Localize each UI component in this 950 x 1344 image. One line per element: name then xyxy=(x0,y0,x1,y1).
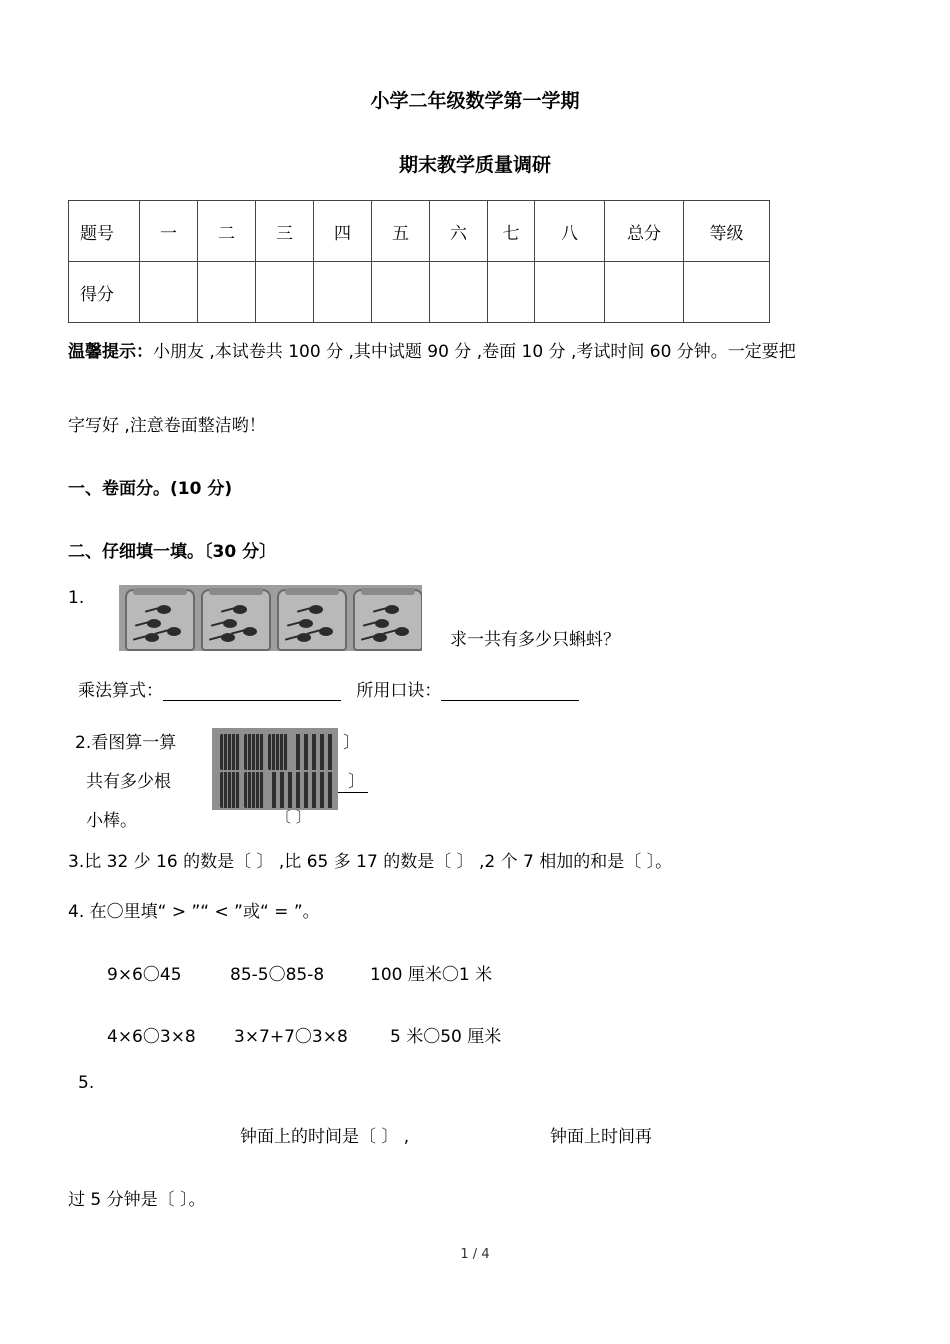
formula-line xyxy=(78,676,579,701)
score-cell[interactable] xyxy=(605,262,684,323)
tip-label: 温馨提示： xyxy=(68,342,153,362)
jar-icon xyxy=(201,589,271,651)
question-2-bracket: 〕 xyxy=(338,767,368,793)
formula-answer-blank[interactable] xyxy=(163,682,341,701)
clock-question-2-cont: 过 5 分钟是〔 〕。 xyxy=(68,1190,206,1210)
question-number: 1. xyxy=(68,588,85,608)
score-cell[interactable] xyxy=(314,262,372,323)
stick-bundle-icon xyxy=(220,772,240,808)
jar-icon xyxy=(353,589,422,651)
tip-line-2: 字写好 ,注意卷面整洁哟！ xyxy=(68,416,266,436)
stick-bundle-icon xyxy=(244,772,264,808)
question-2-line-2: 共有多少根 xyxy=(86,772,171,792)
compare-item[interactable]: 3×7+7〇3×8 xyxy=(234,1027,348,1047)
question-3: 3.比 32 少 16 的数是〔 〕 ,比 65 多 17 的数是〔 〕 ,2 个 7 相加的和是〔 〕。 xyxy=(68,852,673,872)
table-header-cell: 五 xyxy=(372,201,430,262)
score-table-header-row xyxy=(69,201,770,262)
score-cell[interactable] xyxy=(684,262,770,323)
table-header-cell: 七 xyxy=(488,201,535,262)
question-2-bracket: 〕 xyxy=(343,733,360,753)
tip-text: 小朋友 ,本试卷共 100 分 ,其中试题 90 分 ,卷面 10 分 ,考试时间 60 分钟。一定要把 xyxy=(153,342,796,362)
compare-item[interactable]: 85-5〇85-8 xyxy=(230,965,325,985)
section-heading-2: 二、仔细填一填。〔30 分〕 xyxy=(68,542,277,562)
clock-question-2: 钟面上时间再 xyxy=(550,1127,652,1147)
tip-line-1 xyxy=(68,337,796,362)
table-row-label: 得分 xyxy=(69,262,140,323)
compare-item[interactable]: 5 米〇50 厘米 xyxy=(390,1027,502,1047)
score-cell[interactable] xyxy=(372,262,430,323)
tadpole-jars-image xyxy=(119,585,422,651)
jar-icon xyxy=(277,589,347,651)
question-2-line-3: 小棒。 xyxy=(86,811,137,831)
formula-label: 乘法算式： xyxy=(78,681,163,701)
jar-icon xyxy=(125,589,195,651)
question-4-prompt: 4. 在〇里填“ > ”“ < ”或“ = ”。 xyxy=(68,902,320,922)
stick-bundle-icon xyxy=(268,734,288,770)
score-cell[interactable] xyxy=(488,262,535,323)
rhyme-label: 所用口诀： xyxy=(356,681,442,701)
compare-item[interactable]: 100 厘米〇1 米 xyxy=(370,965,493,985)
sticks-image xyxy=(212,728,338,810)
table-header-cell: 四 xyxy=(314,201,372,262)
stick-bundle-icon xyxy=(244,734,264,770)
exam-title: 小学二年级数学第一学期 xyxy=(370,90,580,112)
table-header-cell: 一 xyxy=(140,201,198,262)
score-table xyxy=(68,200,770,323)
table-header-cell: 等级 xyxy=(684,201,770,262)
question-5-number: 5. xyxy=(78,1073,95,1093)
table-header-cell: 题号 xyxy=(69,201,140,262)
section-heading-1: 一、卷面分。(10 分) xyxy=(68,479,233,499)
score-table-score-row xyxy=(69,262,770,323)
score-cell[interactable] xyxy=(256,262,314,323)
table-header-cell: 六 xyxy=(430,201,488,262)
score-cell[interactable] xyxy=(198,262,256,323)
table-header-cell: 二 xyxy=(198,201,256,262)
question-2-line-1: 2.看图算一算 xyxy=(75,733,177,753)
score-cell[interactable] xyxy=(535,262,605,323)
score-cell[interactable] xyxy=(430,262,488,323)
exam-subtitle: 期末教学质量调研 xyxy=(398,154,551,176)
table-header-cell: 八 xyxy=(535,201,605,262)
rhyme-answer-blank[interactable] xyxy=(441,682,579,701)
table-header-cell: 三 xyxy=(256,201,314,262)
score-cell[interactable] xyxy=(140,262,198,323)
page-number: 1 / 4 xyxy=(460,1247,490,1262)
clock-question-1: 钟面上的时间是〔 〕 , xyxy=(240,1127,410,1147)
compare-item[interactable]: 4×6〇3×8 xyxy=(107,1027,196,1047)
stick-bundle-icon xyxy=(220,734,240,770)
table-header-cell: 总分 xyxy=(605,201,684,262)
compare-item[interactable]: 9×6〇45 xyxy=(107,965,182,985)
question-1-text: 求一共有多少只蝌蚪？ xyxy=(450,630,620,650)
question-2-answer-bracket[interactable]: 〔 〕 xyxy=(276,808,311,826)
